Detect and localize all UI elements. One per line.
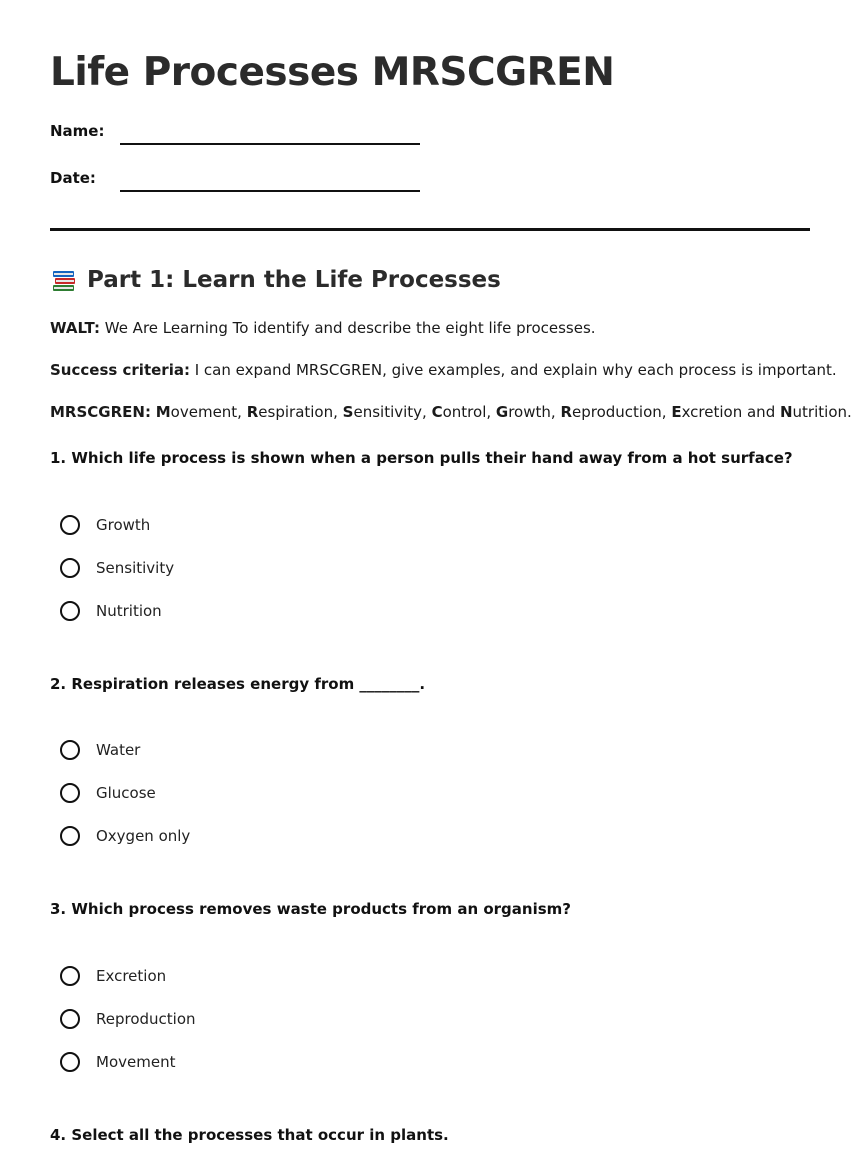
name-field[interactable] bbox=[120, 143, 420, 145]
q2-option-water[interactable] bbox=[60, 738, 140, 762]
header-divider bbox=[50, 228, 810, 231]
success-criteria-label: Success criteria: bbox=[50, 361, 190, 379]
walt-paragraph bbox=[50, 319, 596, 337]
success-criteria-paragraph bbox=[50, 361, 837, 379]
mrscgren-initial: R bbox=[560, 403, 572, 421]
mrscgren-initial: M bbox=[155, 403, 171, 421]
section-heading-text: Part 1: Learn the Life Processes bbox=[87, 267, 501, 293]
radio-button[interactable] bbox=[60, 740, 80, 760]
mrscgren-word-rest: utrition. bbox=[792, 403, 852, 421]
section-heading bbox=[50, 266, 501, 294]
question-1: 1. Which life process is shown when a person pulls their hand away from a hot surface? bbox=[50, 449, 793, 467]
mrscgren-initial: C bbox=[431, 403, 443, 421]
q3-option-excretion[interactable] bbox=[60, 964, 166, 988]
mrscgren-word-rest: ontrol, bbox=[442, 403, 496, 421]
q2-option-glucose[interactable] bbox=[60, 781, 156, 805]
option-label: Oxygen only bbox=[96, 827, 191, 845]
option-label: Movement bbox=[96, 1053, 176, 1071]
q1-option-growth[interactable] bbox=[60, 513, 150, 537]
option-label: Glucose bbox=[96, 784, 156, 802]
option-label: Excretion bbox=[96, 967, 167, 985]
option-label: Growth bbox=[96, 516, 151, 534]
option-label: Nutrition bbox=[96, 602, 162, 620]
date-label: Date: bbox=[50, 169, 96, 187]
mrscgren-initial: G bbox=[495, 403, 509, 421]
q3-option-reproduction[interactable] bbox=[60, 1007, 196, 1031]
radio-button[interactable] bbox=[60, 783, 80, 803]
mrscgren-expansion bbox=[156, 403, 852, 421]
page-title: Life Processes MRSCGREN bbox=[50, 50, 615, 95]
radio-button[interactable] bbox=[60, 1009, 80, 1029]
name-label: Name: bbox=[50, 122, 105, 140]
question-2: 2. Respiration releases energy from ________. bbox=[50, 675, 426, 693]
date-field[interactable] bbox=[120, 190, 420, 192]
option-label: Water bbox=[96, 741, 141, 759]
option-label: Reproduction bbox=[96, 1010, 196, 1028]
mrscgren-word-rest: ovement, bbox=[170, 403, 247, 421]
mrscgren-initial: E bbox=[671, 403, 682, 421]
books-icon bbox=[50, 266, 78, 294]
walt-text: We Are Learning To identify and describe the eight life processes. bbox=[99, 319, 596, 337]
q3-option-movement[interactable] bbox=[60, 1050, 175, 1074]
q1-option-sensitivity[interactable] bbox=[60, 556, 174, 580]
radio-button[interactable] bbox=[60, 1052, 80, 1072]
question-4: 4. Select all the processes that occur in plants. bbox=[50, 1126, 449, 1144]
q2-option-oxygen-only[interactable] bbox=[60, 824, 190, 848]
radio-button[interactable] bbox=[60, 601, 80, 621]
success-criteria-text: I can expand MRSCGREN, give examples, and explain why each process is important. bbox=[189, 361, 837, 379]
mrscgren-word-rest: rowth, bbox=[508, 403, 561, 421]
mrscgren-initial: R bbox=[246, 403, 259, 421]
mrscgren-word-rest: espiration, bbox=[258, 403, 343, 421]
radio-button[interactable] bbox=[60, 826, 80, 846]
radio-button[interactable] bbox=[60, 558, 80, 578]
radio-button[interactable] bbox=[60, 966, 80, 986]
q1-option-nutrition[interactable] bbox=[60, 599, 162, 623]
mrscgren-label: MRSCGREN: bbox=[50, 403, 151, 421]
option-label: Sensitivity bbox=[96, 559, 175, 577]
mrscgren-initial: S bbox=[342, 403, 354, 421]
mrscgren-word-rest: ensitivity, bbox=[353, 403, 432, 421]
mrscgren-initial: N bbox=[779, 403, 793, 421]
mrscgren-paragraph bbox=[50, 403, 852, 421]
mrscgren-word-rest: eproduction, bbox=[572, 403, 672, 421]
question-3: 3. Which process removes waste products from an organism? bbox=[50, 900, 571, 918]
walt-label: WALT: bbox=[50, 319, 100, 337]
mrscgren-word-rest: xcretion and bbox=[681, 403, 780, 421]
radio-button[interactable] bbox=[60, 515, 80, 535]
